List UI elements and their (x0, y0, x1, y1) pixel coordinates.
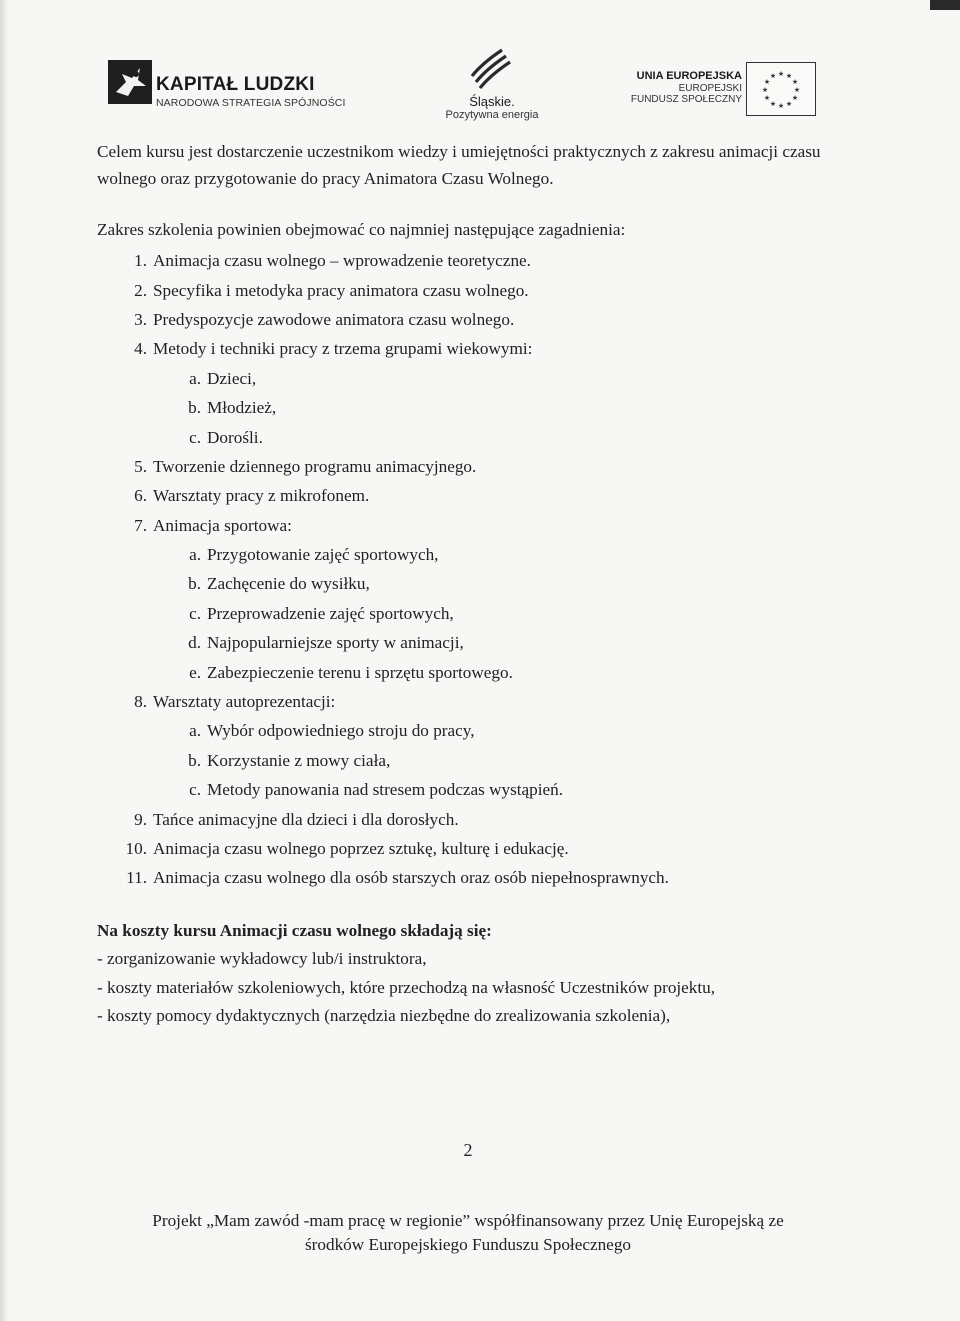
slaskie-tagline: Pozytywna energia (445, 109, 539, 121)
footer-line-1: Projekt „Mam zawód -mam pracę w regionie” współfinansowany przez Unię Europejską ze (152, 1211, 784, 1230)
eu-fund-label-2: FUNDUSZ SPOŁECZNY (630, 94, 742, 106)
slaskie-text (442, 94, 542, 121)
svg-text:★: ★ (793, 86, 801, 94)
slaskie-logo-icon (462, 46, 512, 96)
list-item: e. Zabezpieczenie terenu i sprzętu sportowego. (189, 662, 513, 682)
list-item: c. Przeprowadzenie zajęć sportowych, (189, 603, 454, 623)
list-item: b. Zachęcenie do wysiłku, (188, 574, 370, 594)
list-item: 6. Warsztaty pracy z mikrofonem. (134, 486, 370, 506)
kapital-ludzki-text (156, 74, 346, 109)
document-body (97, 138, 857, 1030)
list-item: 4. Metody i techniki pracy z trzema grupami wiekowymi: (134, 339, 533, 359)
cost-item: - zorganizowanie wykładowcy lub/i instruktora, (97, 949, 427, 969)
list-item: 9. Tańce animacyjne dla dzieci i dla dorosłych. (134, 809, 459, 829)
list-item: 2. Specyfika i metodyka pracy animatora czasu wolnego. (134, 280, 529, 300)
cost-item: - koszty materiałów szkoleniowych, które przechodzą na własność Uczestników projektu, (97, 977, 716, 997)
list-item: a. Przygotowanie zajęć sportowych, (189, 545, 439, 565)
svg-text:★: ★ (763, 78, 771, 86)
svg-text:★: ★ (761, 86, 769, 94)
list-item: 10. Animacja czasu wolnego poprzez sztukę, kulturę i edukację. (125, 839, 569, 858)
cost-item: - koszty pomocy dydaktycznych (narzędzia niezbędne do zrealizowania szkolenia), (97, 1006, 671, 1026)
intro-paragraph: Celem kursu jest dostarczenie uczestnikom wiedzy i umiejętności praktycznych z zakresu animacji czasu wolnego oraz przygotowanie do pracy Animatora Czasu Wolnego. (97, 142, 821, 188)
eu-fund-label-1: EUROPEJSKI (678, 82, 742, 94)
list-item: b. Młodzież, (188, 398, 277, 418)
list-item: b. Korzystanie z mowy ciała, (188, 750, 391, 770)
list-item: 7. Animacja sportowa: (134, 515, 292, 535)
list-item: c. Dorośli. (189, 427, 263, 447)
list-item: a. Wybór odpowiedniego stroju do pracy, (189, 721, 475, 741)
footer-line-2: środków Europejskiego Funduszu Społecznego (304, 1235, 632, 1254)
scan-corner-mark (930, 0, 960, 10)
document-header (0, 38, 960, 121)
eu-text (631, 70, 742, 106)
list-item: 8. Warsztaty autoprezentacji: (134, 692, 336, 712)
svg-text:★: ★ (791, 78, 799, 86)
page-edge-shadow (0, 0, 8, 1321)
list-item: 5. Tworzenie dziennego programu animacyjnego. (134, 456, 477, 476)
svg-text:★: ★ (791, 94, 799, 102)
costs-title: Na koszty kursu Animacji czasu wolnego składają się: (97, 921, 492, 941)
slaskie-name: Śląskie. (469, 94, 515, 109)
svg-text:★: ★ (763, 94, 771, 102)
svg-text:★: ★ (777, 102, 785, 110)
list-item: d. Najpopularniejsze sporty w animacji, (188, 633, 464, 653)
svg-text:★: ★ (785, 72, 793, 80)
eu-flag-icon (746, 62, 816, 116)
eu-union-label: UNIA EUROPEJSKA (636, 70, 742, 82)
page-number: 2 (463, 1140, 473, 1160)
list-item: c. Metody panowania nad stresem podczas wystąpień. (189, 780, 564, 800)
svg-text:★: ★ (777, 70, 785, 78)
svg-text:★: ★ (769, 72, 777, 80)
svg-text:★: ★ (769, 100, 777, 108)
costs-section (97, 917, 857, 1031)
document-footer (0, 1209, 936, 1257)
scope-title: Zakres szkolenia powinien obejmować co najmniej następujące zagadnienia: (97, 220, 626, 239)
topics-list (97, 246, 857, 893)
kapital-ludzki-logo-icon (108, 60, 152, 104)
svg-text:★: ★ (785, 100, 793, 108)
kapital-ludzki-title: KAPITAŁ LUDZKI (156, 74, 315, 95)
list-item: 11. Animacja czasu wolnego dla osób starszych oraz osób niepełnosprawnych. (126, 868, 669, 888)
kapital-ludzki-subtitle: NARODOWA STRATEGIA SPÓJNOŚCI (156, 97, 346, 109)
list-item: 3. Predyspozycje zawodowe animatora czasu wolnego. (134, 309, 515, 329)
list-item: 1. Animacja czasu wolnego – wprowadzenie teoretyczne. (134, 251, 531, 271)
list-item: a. Dzieci, (189, 368, 257, 388)
